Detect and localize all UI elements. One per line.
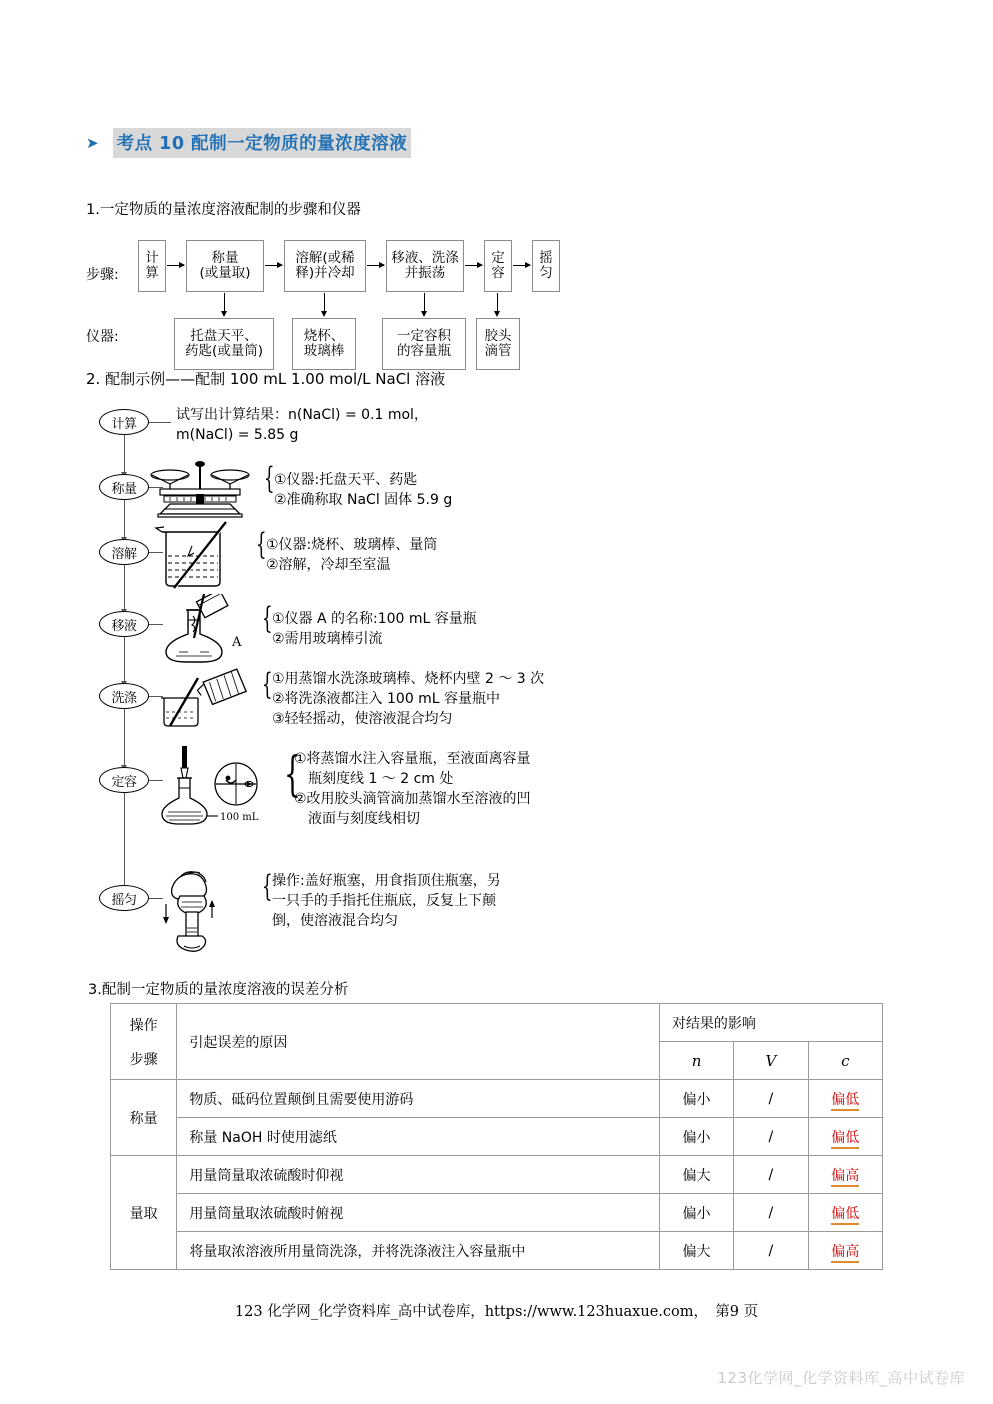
flow-step-box-3 <box>386 240 464 292</box>
flow-step-1-line-0: 称量 <box>211 249 239 266</box>
table-header-row-1 <box>111 1004 883 1042</box>
flow-apparatus-0-line-0: 托盘天平、 <box>190 327 258 344</box>
preparation-flowchart <box>86 222 566 359</box>
row-n: 偏大 <box>659 1156 733 1194</box>
flow-apparatus-0-line-1: 药匙(或量筒) <box>184 343 264 359</box>
flow-apparatus-3-line-1: 滴管 <box>484 343 512 359</box>
header-reason-cell: 引起误差的原因 <box>177 1004 660 1080</box>
header-step-cell <box>111 1004 177 1080</box>
flow-step-box-0 <box>138 240 166 292</box>
step-2-line-0: ①仪器:烧杯、玻璃棒、量筒 <box>266 537 438 553</box>
row-reason: 称量 NaOH 时使用滤纸 <box>177 1118 660 1156</box>
transfer-flask-icon <box>148 594 253 668</box>
flow-step-4-line-0: 定 <box>491 249 505 266</box>
watermark: 123化学网_化学资料库_高中试卷库 <box>717 1369 965 1387</box>
step-ellipse-wash: 洗涤 <box>99 683 149 709</box>
flow-arrow-2 <box>367 265 384 266</box>
flow-step-0-line-1: 算 <box>145 265 159 281</box>
flow-step-box-2 <box>284 240 366 292</box>
step-ellipse-weigh: 称量 <box>99 474 149 500</box>
step-6-line-2: 倒，使溶液混合均匀 <box>272 912 398 929</box>
row-c-text: 偏低 <box>831 1130 859 1149</box>
table-row <box>111 1194 883 1232</box>
flow-down-arrow-1 <box>324 293 325 311</box>
row-n: 偏大 <box>659 1232 733 1270</box>
row-group-label-0: 称量 <box>111 1080 177 1156</box>
flow-apparatus-2-line-1: 的容量瓶 <box>397 343 451 359</box>
row-c-text: 偏高 <box>831 1168 859 1187</box>
step-5-line-2: ②改用胶头滴管滴加蒸馏水至溶液的凹 <box>294 790 531 807</box>
row-c <box>808 1232 882 1270</box>
row-v: / <box>734 1118 808 1156</box>
row-c <box>808 1080 882 1118</box>
flow-step-3-line-1: 并振荡 <box>404 265 446 281</box>
step-ellipse-dissolve: 溶解 <box>99 539 149 565</box>
svg-text:A: A <box>232 635 242 650</box>
flow-step-5-line-1: 匀 <box>539 265 553 281</box>
flow-step-box-1 <box>186 240 264 292</box>
meniscus-flask-icon <box>148 744 278 834</box>
row-reason: 物质、砥码位置颠倒且需要使用游码 <box>177 1080 660 1118</box>
step-connector-0 <box>124 435 125 472</box>
step-ellipse-shake: 摇匀 <box>99 885 149 911</box>
flow-step-2-line-0: 溶解(或稀 <box>295 249 355 266</box>
flow-apparatus-1-line-1: 玻璃棒 <box>303 343 345 359</box>
flow-step-1-line-1: (或量取) <box>199 265 251 281</box>
step-stub-0 <box>149 422 171 423</box>
row-c <box>808 1118 882 1156</box>
step-ellipse-transfer: 移液 <box>99 611 149 637</box>
flow-step-box-5 <box>532 240 560 292</box>
flow-apparatus-box-0 <box>174 318 274 370</box>
step-desc-calculate <box>176 406 428 446</box>
error-analysis-table <box>110 1003 883 1270</box>
balance-icon <box>144 460 256 522</box>
flow-arrow-4 <box>513 265 530 266</box>
brace-3: { <box>262 601 273 636</box>
step-2-line-1: ②溶解，冷却至室温 <box>266 556 391 573</box>
arrow-bullet-icon: ➤ <box>86 133 99 152</box>
flow-step-2-line-1: 释)并冷却 <box>295 265 355 281</box>
hand-flask-icon <box>154 866 254 958</box>
flow-apparatus-2-line-0: 一定容积 <box>397 327 451 344</box>
row-c-text: 偏高 <box>831 1244 859 1263</box>
step-3-line-1: ②需用玻璃棒引流 <box>272 630 383 647</box>
section-2-label: 2. 配制示例——配制 100 mL 1.00 mol/L NaCl 溶液 <box>86 370 446 388</box>
brace-2: { <box>256 527 267 562</box>
header-c-cell: c <box>808 1042 882 1080</box>
step-3-line-0: ①仪器 A 的名称:100 mL 容量瓶 <box>272 611 477 627</box>
step-5-line-1: 瓶刻度线 1 ～ 2 cm 处 <box>294 770 454 787</box>
flow-down-arrow-0 <box>224 293 225 311</box>
page-title <box>86 128 411 158</box>
flow-row-label-apparatus: 仪器: <box>86 329 119 345</box>
step-4-line-1: ②将洗涤液都注入 100 mL 容量瓶中 <box>272 690 501 707</box>
step-connector-1 <box>124 500 125 537</box>
step-connector-4 <box>124 709 125 765</box>
row-n: 偏小 <box>659 1118 733 1156</box>
beaker-icon <box>148 520 248 594</box>
flow-arrow-0 <box>167 265 184 266</box>
row-group-label-1: 量取 <box>111 1156 177 1270</box>
flow-down-arrow-2 <box>424 293 425 311</box>
step-desc-dissolve <box>266 536 437 576</box>
brace-5: { <box>284 746 301 802</box>
row-v: / <box>734 1232 808 1270</box>
step-0-line-0: 试写出计算结果：n(NaCl) = 0.1 mol， <box>176 407 428 423</box>
row-c <box>808 1156 882 1194</box>
table-row <box>111 1080 883 1118</box>
brace-6: { <box>262 869 273 904</box>
header-effect-cell: 对结果的影响 <box>659 1004 882 1042</box>
brace-1: { <box>264 461 275 496</box>
flow-step-5-line-0: 摇 <box>539 249 553 266</box>
step-5-line-3: 液面与刻度线相切 <box>294 810 420 827</box>
row-c <box>808 1194 882 1232</box>
flow-apparatus-box-1 <box>292 318 356 370</box>
header-V-cell: V <box>734 1042 808 1080</box>
preparation-example-diagram <box>86 398 646 958</box>
row-c-text: 偏低 <box>831 1206 859 1225</box>
flow-step-3-line-0: 移液、洗涤 <box>391 249 459 266</box>
step-desc-fix-volume <box>294 750 531 830</box>
brace-4: { <box>262 667 273 702</box>
table-row <box>111 1232 883 1270</box>
flow-arrow-3 <box>465 265 482 266</box>
step-6-line-0: 操作:盖好瓶塞，用食指顶住瓶塞，另 <box>272 873 501 889</box>
error-analysis-table-wrap <box>110 1003 883 1270</box>
step-desc-shake <box>272 872 501 932</box>
step-desc-wash <box>272 670 544 730</box>
header-n-cell: n <box>659 1042 733 1080</box>
table-row <box>111 1156 883 1194</box>
step-connector-2 <box>124 565 125 609</box>
row-n: 偏小 <box>659 1080 733 1118</box>
section-3-label: 3.配制一定物质的量浓度溶液的误差分析 <box>88 982 349 998</box>
header-step-line-1: 步骤 <box>129 1051 158 1068</box>
section-1-label: 1.一定物质的量浓度溶液配制的步骤和仪器 <box>86 202 361 218</box>
flow-step-0-line-0: 计 <box>145 249 159 266</box>
row-c-text: 偏低 <box>831 1092 859 1111</box>
step-desc-transfer <box>272 610 477 650</box>
flow-step-box-4 <box>484 240 512 292</box>
step-1-line-1: ②准确称取 NaCl 固体 5.9 g <box>274 491 453 508</box>
row-reason: 用量筒量取浓硫酸时俯视 <box>177 1194 660 1232</box>
row-v: / <box>734 1156 808 1194</box>
row-v: / <box>734 1080 808 1118</box>
step-4-line-0: ①用蒸馏水洗涤玻璃棒、烧杯内壁 2 ～ 3 次 <box>272 671 545 687</box>
row-reason: 将量取浓溶液所用量筒洗涤，并将洗涤液注入容量瓶中 <box>177 1232 660 1270</box>
row-reason: 用量筒量取浓硫酸时仰视 <box>177 1156 660 1194</box>
step-1-line-0: ①仪器:托盘天平、药匙 <box>274 472 418 488</box>
step-5-line-0: ①将蒸馏水注入容量瓶，至液面离容量 <box>294 751 531 767</box>
flow-down-arrow-3 <box>497 293 498 311</box>
step-4-line-2: ③轻轻摇动，使溶液混合均匀 <box>272 710 453 727</box>
flow-apparatus-1-line-0: 烧杯、 <box>303 327 345 344</box>
page-footer: 123 化学网_化学资料库_高中试卷库，https://www.123huaxue.com， 第9 页 <box>234 1304 759 1320</box>
row-n: 偏小 <box>659 1194 733 1232</box>
step-connector-5 <box>124 793 125 885</box>
step-connector-3 <box>124 637 125 681</box>
flow-row-label-steps: 步骤: <box>86 267 119 283</box>
flow-step-4-line-1: 容 <box>491 265 505 281</box>
row-v: / <box>734 1194 808 1232</box>
step-desc-weigh <box>274 471 452 511</box>
flow-apparatus-3-line-0: 胶头 <box>484 327 512 344</box>
svg-text:100 mL: 100 mL <box>220 812 259 823</box>
table-row <box>111 1118 883 1156</box>
step-6-line-1: 一只手的手指托住瓶底，反复上下颠 <box>272 892 496 909</box>
wash-bottle-icon <box>148 664 253 734</box>
header-step-line-0: 操作 <box>129 1017 158 1034</box>
page-title-text: 考点 10 配制一定物质的量浓度溶液 <box>113 128 412 158</box>
flow-apparatus-box-2 <box>382 318 466 370</box>
step-0-line-1: m(NaCl) = 5.85 g <box>176 426 299 443</box>
step-ellipse-fix-volume: 定容 <box>99 767 149 793</box>
step-ellipse-calculate: 计算 <box>99 409 149 435</box>
flow-apparatus-box-3 <box>476 318 520 370</box>
flow-arrow-1 <box>265 265 282 266</box>
